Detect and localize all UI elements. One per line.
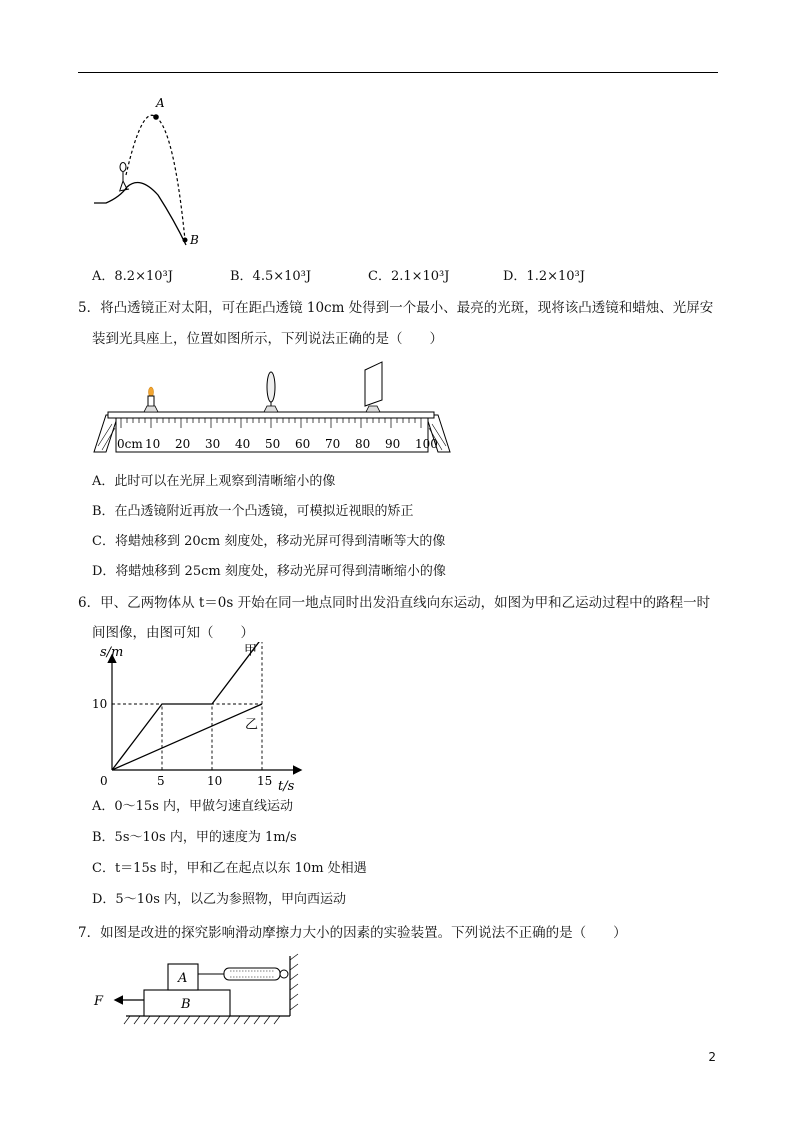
bench-top [108,412,434,418]
q6-stem-line2: 间图像，由图可知（ ） [92,625,254,641]
y-tick-label: 10 [92,697,108,711]
q4-option-d: D．1.2×10³J [503,269,585,284]
q5-option-a: A．此时可以在光屏上观察到清晰缩小的像 [92,474,336,489]
q5-option-c: C．将蜡烛移到 20cm 刻度处，移动光屏可得到清晰等大的像 [92,534,446,549]
label-b: B [190,233,199,247]
q4-trajectory-figure [92,95,212,255]
q7-stem: 7．如图是改进的探究影响滑动摩擦力大小的因素的实验装置。下列说法不正确的是（ ） [78,925,627,941]
screen-icon [365,362,382,412]
q6-option-a: A．0～15s 内，甲做匀速直线运动 [92,799,294,814]
q5-option-b: B．在凸透镜附近再放一个凸透镜，可模拟近视眼的矫正 [92,504,414,519]
x-tick-label: 5 [157,774,165,788]
q5-stem-line2: 装到光具座上，位置如图所示，下列说法正确的是（ ） [92,331,443,347]
q6-option-d: D．5～10s 内，以乙为参照物，甲向西运动 [92,892,347,907]
block-a-label: A [178,971,188,986]
block-b-label: B [181,997,191,1012]
ruler-label: 60 [295,437,311,451]
q4-option-a: A．8.2×10³J [92,269,173,284]
q7-friction-apparatus-figure [90,952,310,1032]
chart-ticks [92,697,272,788]
point-b [183,238,188,243]
q6-option-c: C．t＝15s 时，甲和乙在起点以东 10m 处相遇 [92,861,367,876]
floor-hatch [124,1016,280,1024]
left-leg [94,415,118,452]
candle-icon [144,387,158,412]
q6-option-b: B．5s～10s 内，甲的速度为 1m/s [92,830,297,845]
ruler-label: 40 [235,437,251,451]
q5-stem-line1: 5．将凸透镜正对太阳，可在距凸透镜 10cm 处得到一个最小、最亮的光斑，现将该凸透镜和蜡烛、光屏安 [78,300,714,316]
q5-optical-bench-figure [92,360,462,460]
x-tick-label: 0 [100,774,108,788]
q5-option-d: D．将蜡烛移到 25cm 刻度处，移动光屏可得到清晰缩小的像 [92,564,446,579]
wall-hatch [290,954,298,1010]
chart-guides [112,642,262,770]
ruler-label: 30 [205,437,221,451]
x-axis-label: t/s [278,779,295,794]
x-tick-label: 10 [207,774,223,788]
series-label-yi: 乙 [245,717,259,733]
lens-icon [264,372,278,412]
ruler-label: 70 [325,437,341,451]
series-line-0 [112,642,262,770]
ruler-label: 90 [385,437,401,451]
ruler-label: 100 [415,437,438,451]
q4-option-c: C．2.1×10³J [368,269,450,284]
series-line-1 [112,704,262,770]
chart-series-labels [244,644,258,733]
label-a: A [156,96,165,110]
chart-series [112,642,262,770]
page-number: 2 [708,1050,716,1064]
ruler-label: 80 [355,437,371,451]
trajectory-dashed [126,115,185,240]
q6-distance-time-chart [88,642,308,800]
hill-curve [94,183,186,246]
ruler-label: 0cm [117,437,143,451]
y-axis-label: s/m [100,645,124,660]
x-tick-label: 15 [257,774,273,788]
ruler-label: 50 [265,437,281,451]
ruler-label: 20 [175,437,191,451]
ruler-label: 10 [145,437,161,451]
header-rule [78,72,718,73]
force-label: F [94,994,104,1009]
series-label-jia: 甲 [244,643,258,659]
q4-option-b: B．4.5×10³J [230,269,312,284]
spring-scale-icon [224,968,288,980]
q6-stem-line1: 6．甲、乙两物体从 t＝0s 开始在同一地点同时出发沿直线向东运动，如图为甲和乙运动过程中的路程一时 [78,595,711,611]
point-a [153,114,159,120]
